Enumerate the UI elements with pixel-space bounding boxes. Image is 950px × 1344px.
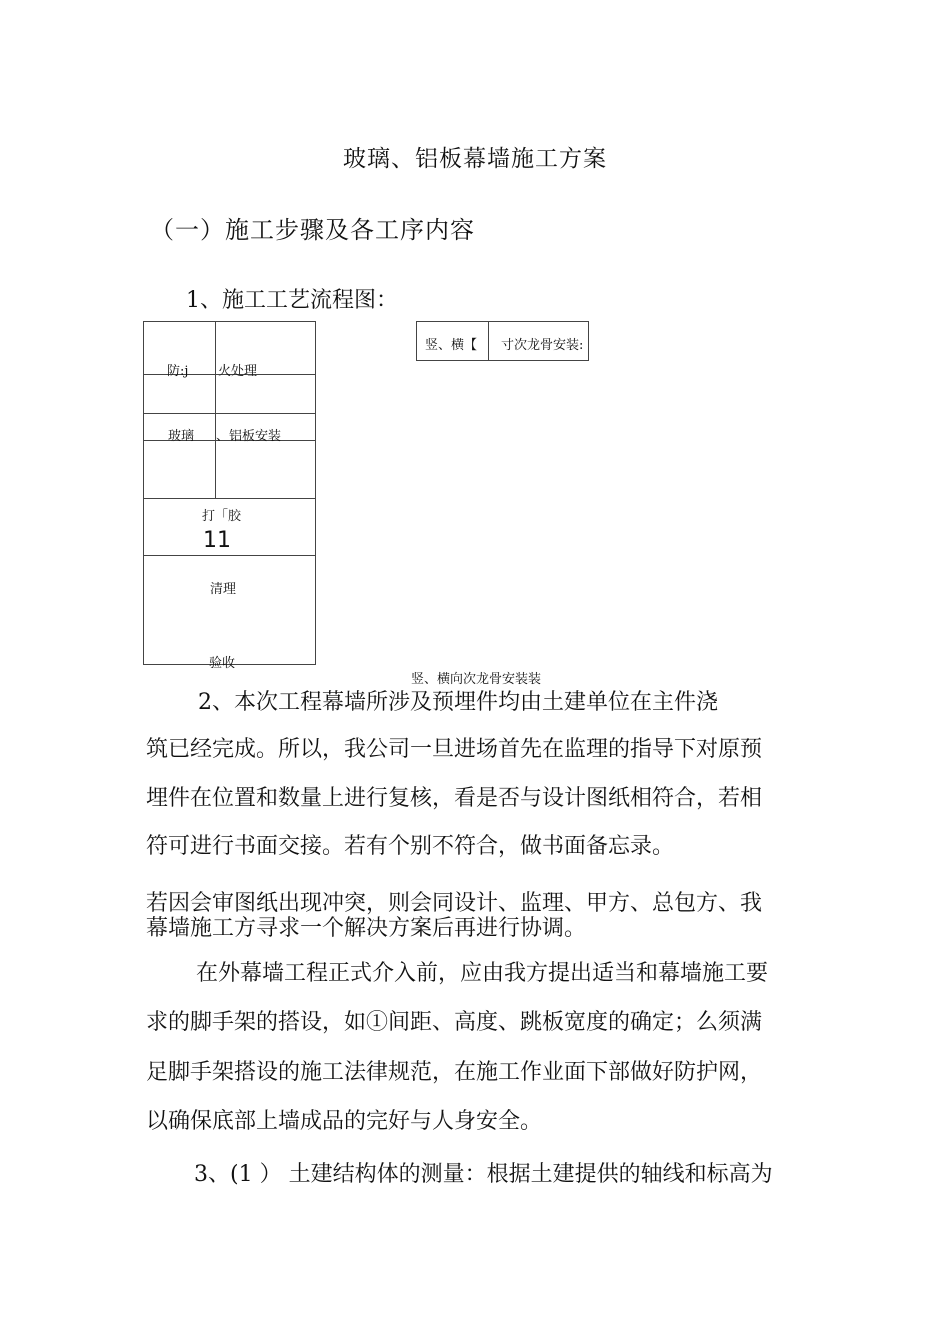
- paragraph-line: 在外幕墙工程正式介入前，应由我方提出适当和幕墙施工要: [196, 961, 769, 986]
- paragraph-line: 求的脚手架的搭设，如①间距、高度、跳板宽度的确定；么须满: [146, 1010, 763, 1035]
- paragraph-line: 3、(1 ） 土建结构体的测量：根据土建提供的轴线和标高为: [194, 1162, 773, 1187]
- document-title: 玻璃、铝板幕墙施工方案: [343, 146, 607, 172]
- column-divider: [215, 322, 216, 498]
- paragraph-line: 符可进行书面交接。若有个别不符合，做书面备忘录。: [146, 834, 675, 859]
- step-glue: 打「胶: [202, 509, 242, 524]
- paragraph-line: 足脚手架搭设的施工法律规范，在施工作业面下部做好防护网，: [146, 1060, 763, 1085]
- paragraph-line: 若因会审图纸出现冲突，则会同设计、监理、甲方、总包方、我: [146, 891, 763, 916]
- step-clean: 清理: [210, 582, 237, 597]
- step-glass-right: 、铝板安装: [216, 429, 282, 444]
- keel-box-left: 竖、横【: [425, 338, 478, 353]
- step-accept: 验收: [209, 656, 236, 671]
- section-heading: （一）施工步骤及各工序内容: [150, 216, 475, 244]
- sub-heading: 1、施工工艺流程图：: [186, 288, 398, 313]
- flowchart-caption: 竖、横向次龙骨安装装: [411, 672, 542, 687]
- process-flowchart: [143, 321, 316, 671]
- step-fire-left: 防:j: [167, 364, 189, 379]
- keel-install-box: [416, 321, 589, 361]
- row-divider: [144, 413, 315, 414]
- paragraph-line: 以确保底部上墙成品的完好与人身安全。: [146, 1109, 543, 1134]
- paragraph-line: 筑已经完成。所以，我公司一旦进场首先在监理的指导下对原预: [146, 737, 763, 762]
- step-fire-right: 火处理: [218, 364, 258, 379]
- paragraph-line: 2、本次工程幕墙所涉及预埋件均由土建单位在主件浇: [198, 690, 718, 715]
- step-marks: 11: [203, 528, 231, 553]
- row-divider: [144, 555, 315, 556]
- step-glass-left: 玻璃: [168, 429, 195, 444]
- keel-box-right: 寸次龙骨安装:: [501, 338, 584, 353]
- paragraph-line: 埋件在位置和数量上进行复核，看是否与设计图纸相符合，若相: [146, 786, 763, 811]
- row-divider: [144, 498, 315, 499]
- box-divider: [488, 322, 489, 360]
- paragraph-line: 幕墙施工方寻求一个解决方案后再进行协调。: [146, 916, 587, 941]
